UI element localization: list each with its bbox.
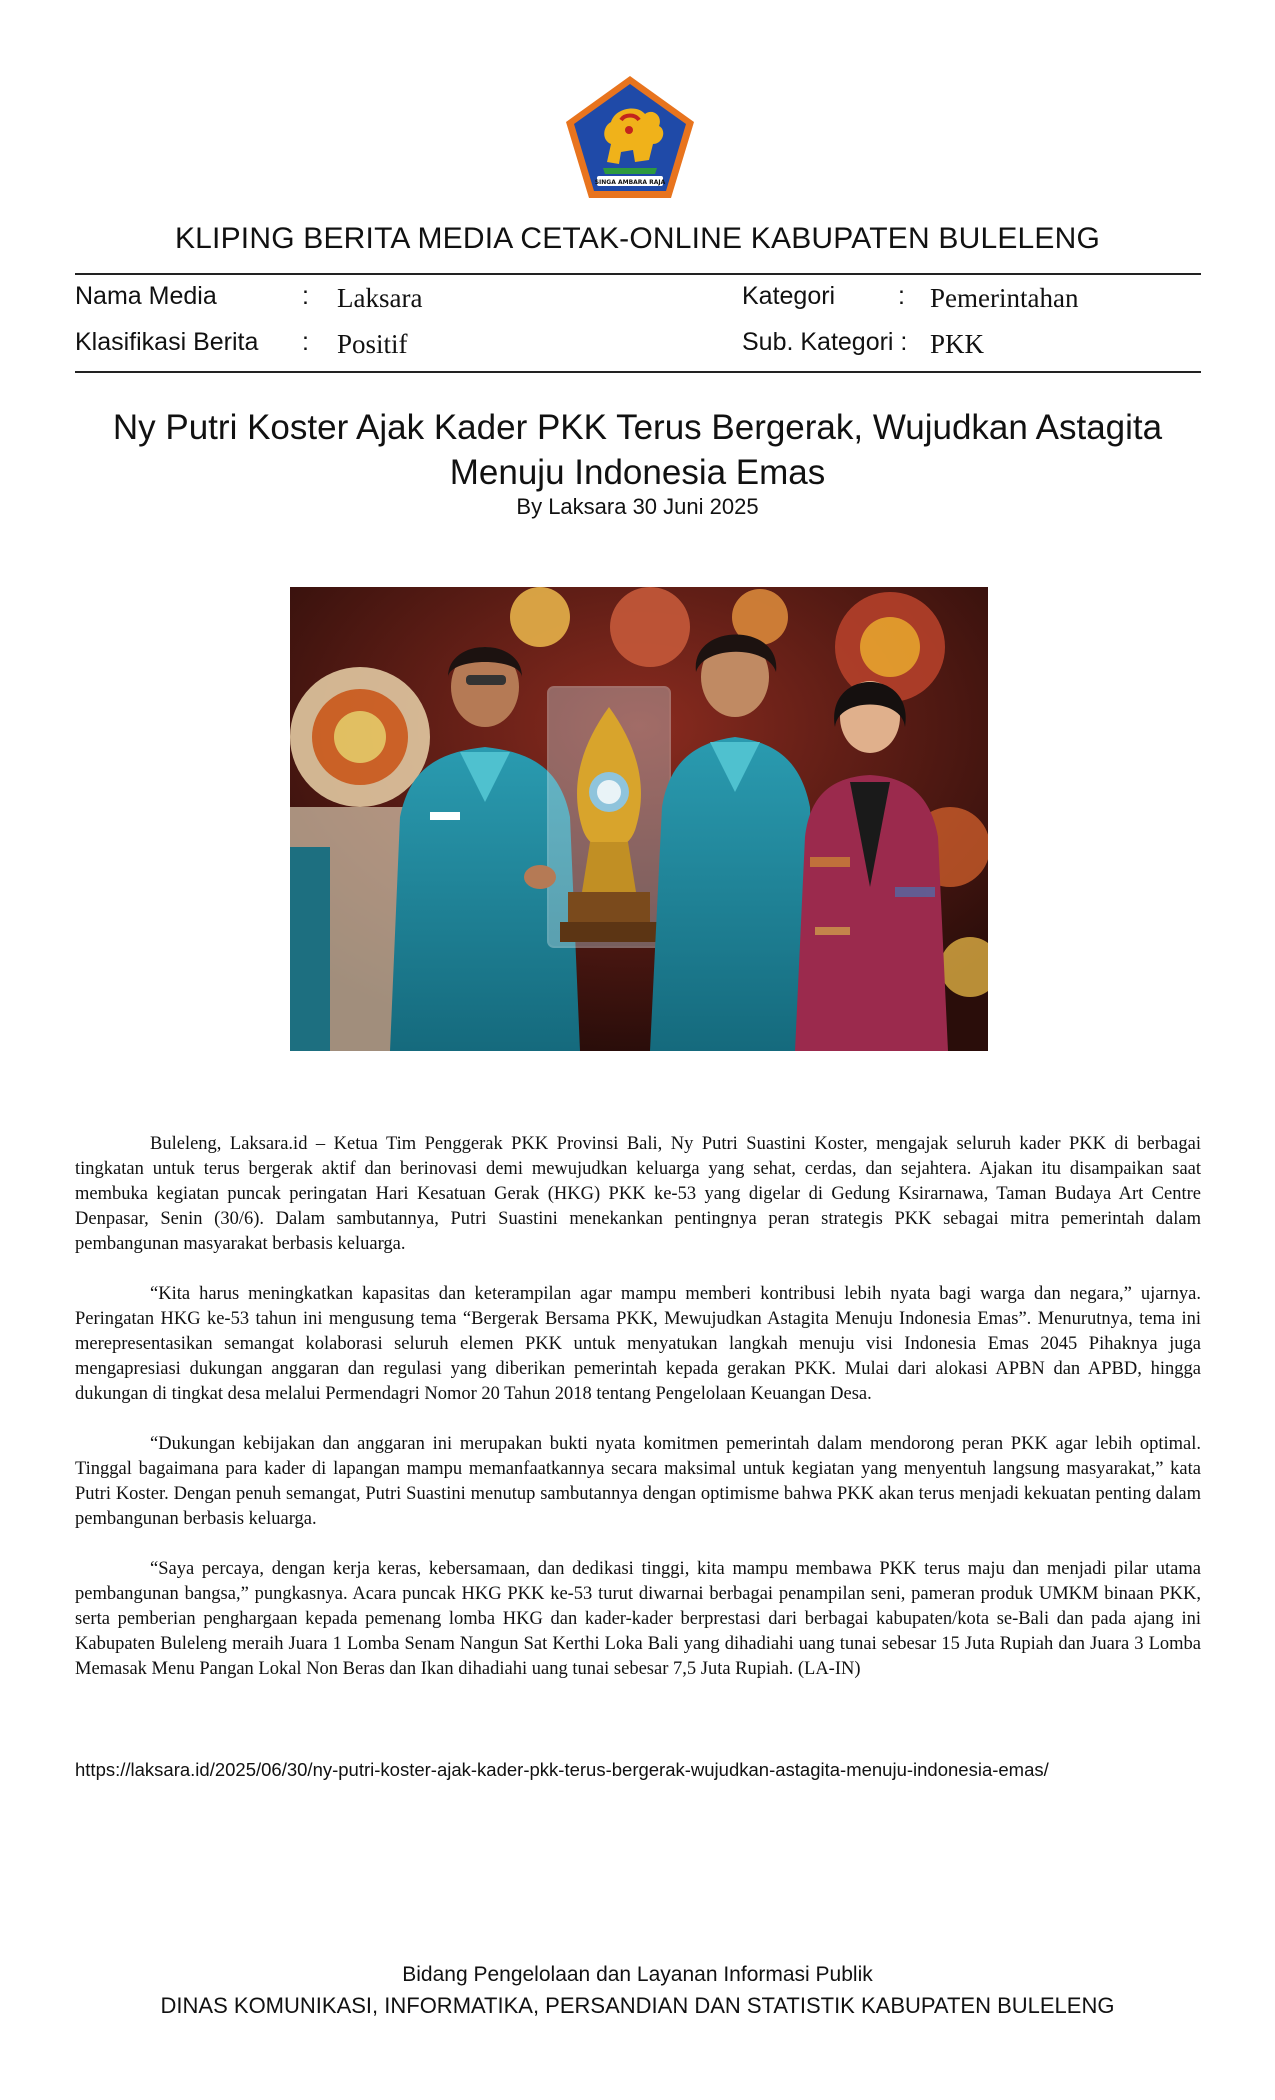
article-source-url[interactable]: https://laksara.id/2025/06/30/ny-putri-koster-ajak-kader-pkk-terus-bergerak-wujudkan-astagita-menuju-indonesia-emas/ xyxy=(75,1759,1049,1780)
article-headline xyxy=(100,405,1175,495)
article-paragraph-1: Buleleng, Laksara.id – Ketua Tim Penggerak PKK Provinsi Bali, Ny Putri Suastini Koster, mengajak seluruh kader PKK di berbagai tingkatan untuk terus bergerak aktif dan berinovasi demi mewujudkan keluarga yang sehat, cerdas, dan sejahtera. Ajakan itu disampaikan saat membuka kegiatan puncak peringatan Hari Kesatuan Gerak (HKG) PKK ke-53 yang digelar di Gedung Ksirarnawa, Taman Budaya Art Centre Denpasar, Senin (30/6). Dalam sambutannya, Putri Suastini menekankan pentingnya peran strategis PKK sebagai mitra pemerintah dalam pembangunan masyarakat berbasis keluarga. xyxy=(75,1134,1201,1254)
article-body xyxy=(75,1132,1201,1707)
media-name-colon: : xyxy=(302,282,309,310)
subcategory-value: PKK xyxy=(930,329,985,359)
clipping-header-title: KLIPING BERITA MEDIA CETAK-ONLINE KABUPATEN BULELENG xyxy=(174,222,1101,255)
category-colon: : xyxy=(898,282,905,310)
headline-line-1: Ny Putri Koster Ajak Kader PKK Terus Bergerak, Wujudkan Astagita xyxy=(112,408,1163,447)
article-photo xyxy=(290,587,988,1051)
regency-logo xyxy=(563,74,697,202)
classification-value: Positif xyxy=(337,329,408,359)
header-bottom-rule xyxy=(75,371,1201,373)
article-paragraph-2: “Kita harus meningkatkan kapasitas dan keterampilan agar mampu memberi kontribusi lebih nyata bagi warga dan negara,” ujarnya. Peringatan HKG ke-53 tahun ini mengusung tema “Bergerak Bersama PKK, Mewujudkan Astagita Menuju Indonesia Emas”. Menurutnya, tema ini merepresentasikan semangat kolaborasi seluruh elemen PKK untuk menyatukan langkah menuju visi Indonesia Emas 2045 Pihaknya juga mengapresiasi dukungan anggaran dan regulasi yang diberikan pemerintah kepada gerakan PKK. Mulai dari alokasi APBN dan APBD, hingga dukungan di tingkat desa melalui Permendagri Nomor 20 Tahun 2018 tentang Pengelolaan Keuangan Desa. xyxy=(75,1284,1201,1404)
article-byline: By Laksara 30 Juni 2025 xyxy=(516,494,759,519)
header-top-rule xyxy=(75,273,1201,275)
media-name-label: Nama Media xyxy=(75,282,217,310)
subcategory-label: Sub. Kategori : xyxy=(742,328,908,356)
media-name-value: Laksara xyxy=(337,283,423,313)
category-label: Kategori xyxy=(742,282,836,310)
buleleng-regency-crest-icon xyxy=(563,74,697,202)
article-paragraph-3: “Dukungan kebijakan dan anggaran ini merupakan bukti nyata komitmen pemerintah dalam mendorong peran PKK agar lebih optimal. Tinggal bagaimana para kader di lapangan mampu memanfaatkannya secara maksimal untuk kegiatan yang menyentuh langsung masyarakat,” kata Putri Koster. Dengan penuh semangat, Putri Suastini menutup sambutannya dengan optimisme bahwa PKK akan terus menjadi kekuatan penting dalam pembangunan berbasis keluarga. xyxy=(75,1434,1201,1529)
footer-agency: DINAS KOMUNIKASI, INFORMATIKA, PERSANDIAN DAN STATISTIK KABUPATEN BULELENG xyxy=(160,1993,1115,2018)
svg-text:SINGA AMBARA RAJA: SINGA AMBARA RAJA xyxy=(594,179,666,186)
article-paragraph-4: “Saya percaya, dengan kerja keras, kebersamaan, dan dedikasi tinggi, kita mampu membawa PKK terus maju dan menjadi pilar utama pembangunan bangsa,” pungkasnya. Acara puncak HKG PKK ke-53 turut diwarnai berbagai penampilan seni, pameran produk UMKM binaan PKK, serta pemberian penghargaan kepada pemenang lomba HKG dan kader-kader berprestasi dari berbagai kabupaten/kota se-Bali dan pada ajang ini Kabupaten Buleleng meraih Juara 1 Lomba Senam Nangun Sat Kerthi Loka Bali yang dihadiahi uang tunai sebesar 15 Juta Rupiah dan Juara 3 Lomba Memasak Menu Pangan Lokal Non Beras dan Ikan dihadiahi uang tunai sebesar 7,5 Juta Rupiah. (LA-IN) xyxy=(75,1559,1201,1679)
category-value: Pemerintahan xyxy=(930,283,1079,313)
classification-colon: : xyxy=(302,328,309,356)
classification-label: Klasifikasi Berita xyxy=(75,328,259,356)
headline-line-2: Menuju Indonesia Emas xyxy=(449,453,826,492)
footer-division: Bidang Pengelolaan dan Layanan Informasi Publik xyxy=(402,1963,873,1986)
pkk-award-photo-icon xyxy=(290,587,988,1051)
